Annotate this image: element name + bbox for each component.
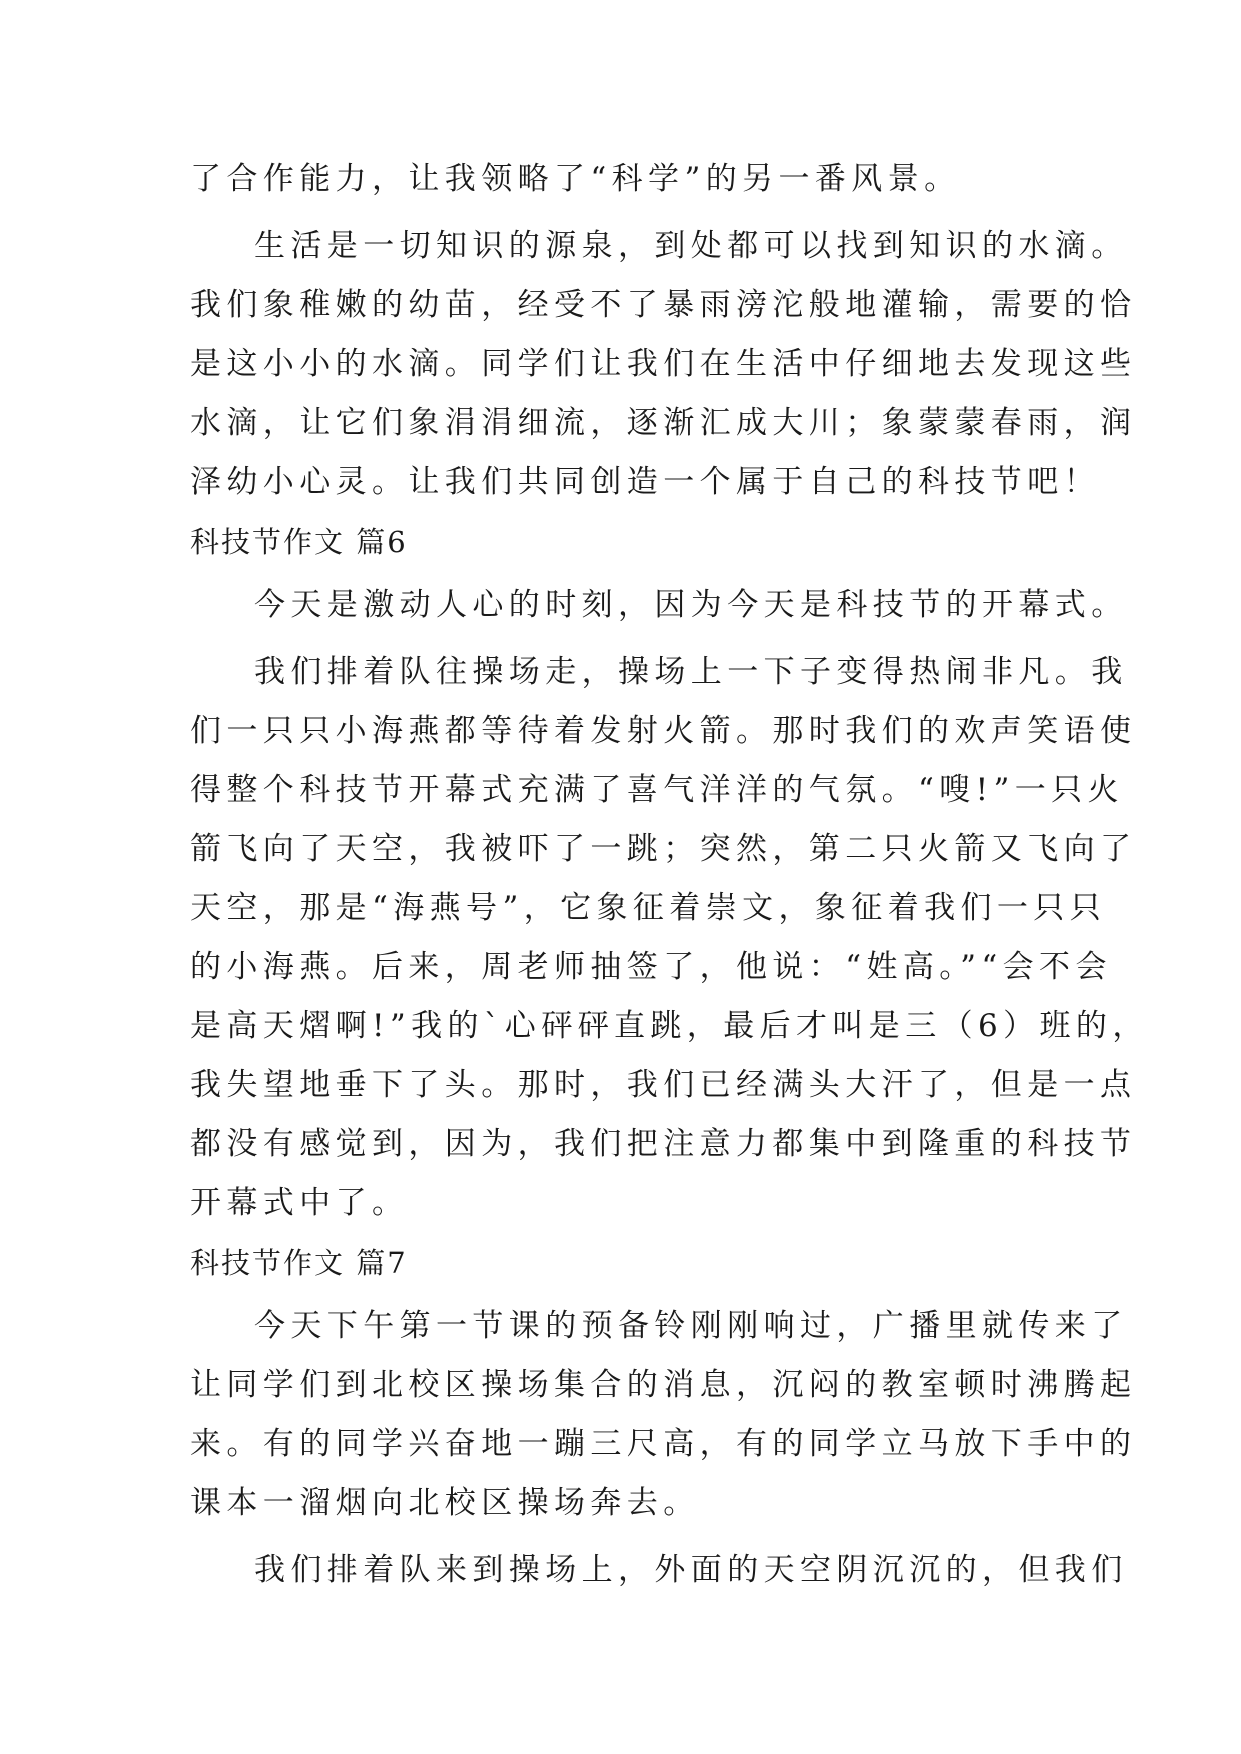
text-line: 课本一溜烟向北校区操场奔去。 — [190, 1485, 700, 1521]
text-line: 我们排着队往操场走，操场上一下子变得热闹非凡。我 — [254, 654, 1128, 690]
text-line: 今天是激动人心的时刻，因为今天是科技节的开幕式。 — [254, 587, 1128, 623]
section-heading-7: 科技节作文 篇7 — [190, 1246, 408, 1280]
section-6-paragraph-2 — [190, 643, 1149, 1233]
text-line: 我们象稚嫩的幼苗，经受不了暴雨滂沱般地灌输，需要的恰 — [190, 287, 1137, 323]
text-line: 我失望地垂下了头。那时，我们已经满头大汗了，但是一点 — [190, 1067, 1137, 1103]
text-line: 水滴，让它们象涓涓细流，逐渐汇成大川；象蒙蒙春雨，润 — [190, 405, 1137, 441]
text-line: 了合作能力，让我领略了“科学”的另一番风景。 — [190, 161, 961, 197]
paragraph-life — [190, 217, 1137, 512]
text-line: 们一只只小海燕都等待着发射火箭。那时我们的欢声笑语使 — [190, 713, 1137, 749]
text-line: 都没有感觉到，因为，我们把注意力都集中到隆重的科技节 — [190, 1126, 1137, 1162]
text-line: 今天下午第一节课的预备铃刚刚响过，广播里就传来了 — [254, 1308, 1128, 1344]
text-line: 箭飞向了天空，我被吓了一跳；突然，第二只火箭又飞向了 — [190, 831, 1137, 867]
paragraph-continuation — [190, 150, 1070, 209]
text-line: 我们排着队来到操场上，外面的天空阴沉沉的，但我们 — [254, 1552, 1128, 1588]
text-line: 生活是一切知识的源泉，到处都可以找到知识的水滴。 — [254, 228, 1128, 264]
text-line: 开幕式中了。 — [190, 1185, 409, 1221]
text-line: 天空，那是“海燕号”，它象征着崇文，象征着我们一只只 — [190, 890, 1107, 926]
text-line: 是高天熠啊!”我的`心砰砰直跳，最后才叫是三（6）班的， — [190, 1008, 1149, 1044]
text-line: 的小海燕。后来，周老师抽签了，他说：“姓高。”“会不会 — [190, 949, 1112, 985]
section-heading-6: 科技节作文 篇6 — [190, 525, 408, 559]
text-line: 是这小小的水滴。同学们让我们在生活中仔细地去发现这些 — [190, 346, 1137, 382]
section-6-paragraph-1 — [190, 576, 1128, 635]
text-line: 让同学们到北校区操场集合的消息，沉闷的教室顿时沸腾起 — [190, 1367, 1137, 1403]
text-line: 来。有的同学兴奋地一蹦三尺高，有的同学立马放下手中的 — [190, 1426, 1137, 1462]
text-line: 得整个科技节开幕式充满了喜气洋洋的气氛。“嗖!”一只火 — [190, 772, 1124, 808]
section-7-paragraph-2 — [190, 1541, 1128, 1600]
document-body — [190, 150, 1149, 1600]
section-7-paragraph-1 — [190, 1297, 1137, 1533]
text-line: 泽幼小心灵。让我们共同创造一个属于自己的科技节吧！ — [190, 464, 1100, 500]
